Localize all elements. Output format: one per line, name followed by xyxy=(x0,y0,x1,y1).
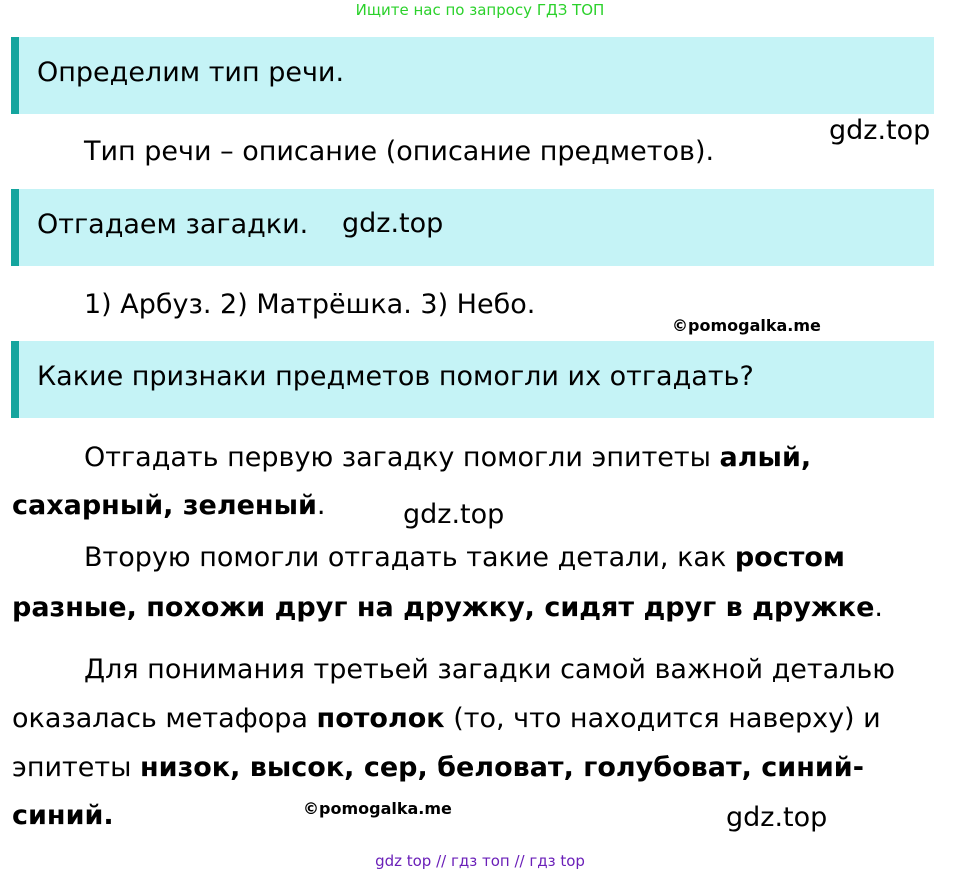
paragraph-3-line-4 xyxy=(12,800,114,831)
epithet-bold: сахарный, зеленый xyxy=(12,490,317,521)
paragraph-3-line-2 xyxy=(12,703,881,734)
watermark-pomogalka: ©pomogalka.me xyxy=(672,316,821,335)
answer-text-1: Тип речи – описание (описание предметов). xyxy=(84,136,715,167)
watermark-gdz: gdz.top xyxy=(829,115,931,146)
detail-bold: ростом xyxy=(734,542,845,573)
epithet-bold: синий. xyxy=(12,800,114,831)
paragraph-text: Вторую помогли отгадать такие детали, как xyxy=(84,542,735,573)
section-heading-text: Какие признаки предметов помогли их отгадать? xyxy=(37,361,754,392)
paragraph-1-line-1 xyxy=(84,442,811,473)
watermark-gdz: gdz.top xyxy=(342,208,444,239)
section-heading-1 xyxy=(11,37,934,114)
detail-bold: разные, похожи друг на дружку, сидят друг в дружке xyxy=(12,592,875,623)
watermark-gdz: gdz.top xyxy=(403,499,505,530)
epithet-bold: алый, xyxy=(719,442,812,473)
paragraph-text: . xyxy=(316,490,326,521)
paragraph-text: оказалась метафора xyxy=(12,703,317,734)
paragraph-3-line-3 xyxy=(12,752,864,783)
epithet-bold: низок, высок, сер, беловат, голубоват, синий- xyxy=(140,752,864,783)
paragraph-1-line-2 xyxy=(12,490,326,521)
section-heading-text: Отгадаем загадки. xyxy=(37,209,309,240)
section-heading-text: Определим тип речи. xyxy=(37,57,345,88)
metaphor-bold: потолок xyxy=(316,703,445,734)
paragraph-3-line-1: Для понимания третьей загадки самой важной деталью xyxy=(84,654,896,685)
paragraph-text: (то, что находится наверху) и xyxy=(444,703,881,734)
answer-text-2: 1) Арбуз. 2) Матрёшка. 3) Небо. xyxy=(84,289,536,320)
section-heading-3 xyxy=(11,341,934,418)
footer-links[interactable]: gdz top // гдз топ // гдз top xyxy=(375,852,585,870)
paragraph-text: Отгадать первую загадку помогли эпитеты xyxy=(84,442,720,473)
paragraph-2-line-1 xyxy=(84,542,845,573)
watermark-pomogalka: ©pomogalka.me xyxy=(303,799,452,818)
section-heading-2 xyxy=(11,189,934,266)
paragraph-text: эпитеты xyxy=(12,752,140,783)
paragraph-2-line-2 xyxy=(12,592,883,623)
top-search-hint[interactable]: Ищите нас по запросу ГДЗ ТОП xyxy=(355,1,605,19)
paragraph-text: . xyxy=(874,592,883,623)
watermark-gdz: gdz.top xyxy=(726,802,828,833)
